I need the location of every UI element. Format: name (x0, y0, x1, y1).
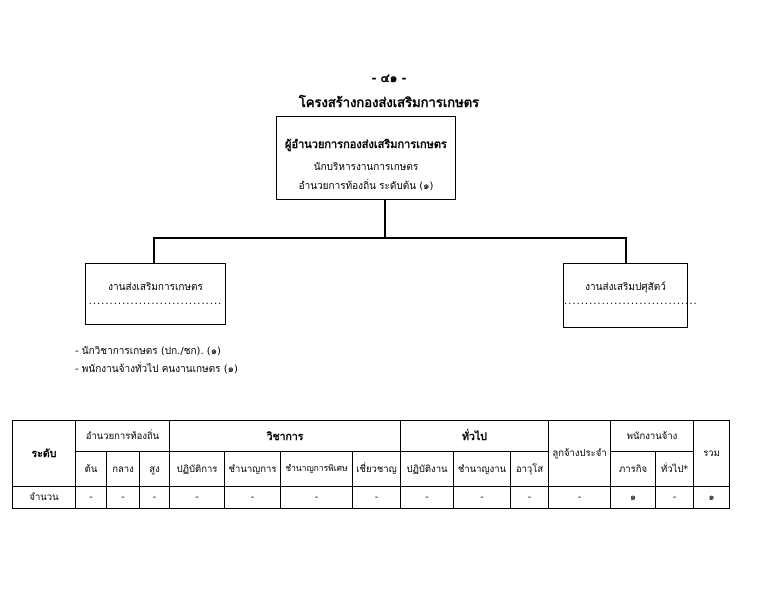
header-academic: วิชาการ (170, 421, 401, 452)
division-head-level: อำนวยการท้องถิ่น ระดับต้น (๑) (298, 181, 434, 192)
header-management: อำนวยการท้องถิ่น (76, 421, 170, 452)
subheader-cell: อาวุโส (511, 452, 549, 487)
table-row (13, 487, 730, 509)
subheader-cell: ปฏิบัติงาน (401, 452, 454, 487)
connector-vertical-top (384, 200, 386, 238)
unit-head-placeholder: ................................ (564, 296, 698, 307)
connector-right-drop (625, 237, 627, 263)
header-general: ทั่วไป (401, 421, 549, 452)
unit-box-livestock-promotion (563, 263, 698, 328)
row-label: จำนวน (13, 487, 76, 509)
connector-horizontal (153, 237, 626, 239)
unit-box-agriculture-promotion (85, 263, 226, 325)
header-total: รวม (694, 421, 730, 487)
header-contract-staff: พนักงานจ้าง (611, 421, 694, 452)
subheader-cell: ต้น (76, 452, 107, 487)
subheader-cell: ชำนาญการพิเศษ (281, 452, 353, 487)
connector-left-drop (153, 237, 155, 263)
table-cell: - (107, 487, 140, 509)
unit-head-placeholder: ................................ (88, 296, 223, 307)
document-title: โครงสร้างกองส่งเสริมการเกษตร (298, 96, 480, 111)
subheader-cell: ชำนาญการ (225, 452, 281, 487)
table-cell: - (353, 487, 401, 509)
staff-note: - นักวิชาการเกษตร (ปก./ชก). (๑) (75, 346, 221, 357)
division-head-position: นักบริหารงานการเกษตร (313, 162, 419, 173)
division-head-box (276, 116, 456, 200)
table-subheader-row (13, 452, 730, 487)
table-header-row (13, 421, 730, 452)
table-cell: ๑ (694, 487, 730, 509)
table-cell: - (454, 487, 511, 509)
subheader-cell: สูง (140, 452, 170, 487)
subheader-cell: ปฏิบัติการ (170, 452, 225, 487)
table-cell: ๑ (611, 487, 656, 509)
division-head-title: ผู้อำนวยการกองส่งเสริมการเกษตร (285, 138, 447, 151)
header-regular-employee: ลูกจ้างประจำ (549, 421, 611, 487)
subheader-cell: เชี่ยวชาญ (353, 452, 401, 487)
table-cell: - (225, 487, 281, 509)
page-number: - ๔๑ - (371, 71, 407, 85)
staff-note: - พนักงานจ้างทั่วไป คนงานเกษตร (๑) (75, 364, 238, 375)
table-cell: - (511, 487, 549, 509)
header-level: ระดับ (13, 421, 76, 487)
table-cell: - (170, 487, 225, 509)
table-cell: - (549, 487, 611, 509)
subheader-cell: ภารกิจ (611, 452, 656, 487)
subheader-cell: ทั่วไป* (656, 452, 694, 487)
subheader-cell: ชำนาญงาน (454, 452, 511, 487)
staffing-table (12, 420, 730, 509)
subheader-cell: กลาง (107, 452, 140, 487)
table-cell: - (656, 487, 694, 509)
table-cell: - (140, 487, 170, 509)
table-cell: - (281, 487, 353, 509)
unit-title: งานส่งเสริมปศุสัตว์ (585, 282, 666, 293)
table-cell: - (76, 487, 107, 509)
unit-title: งานส่งเสริมการเกษตร (108, 282, 203, 293)
table-cell: - (401, 487, 454, 509)
